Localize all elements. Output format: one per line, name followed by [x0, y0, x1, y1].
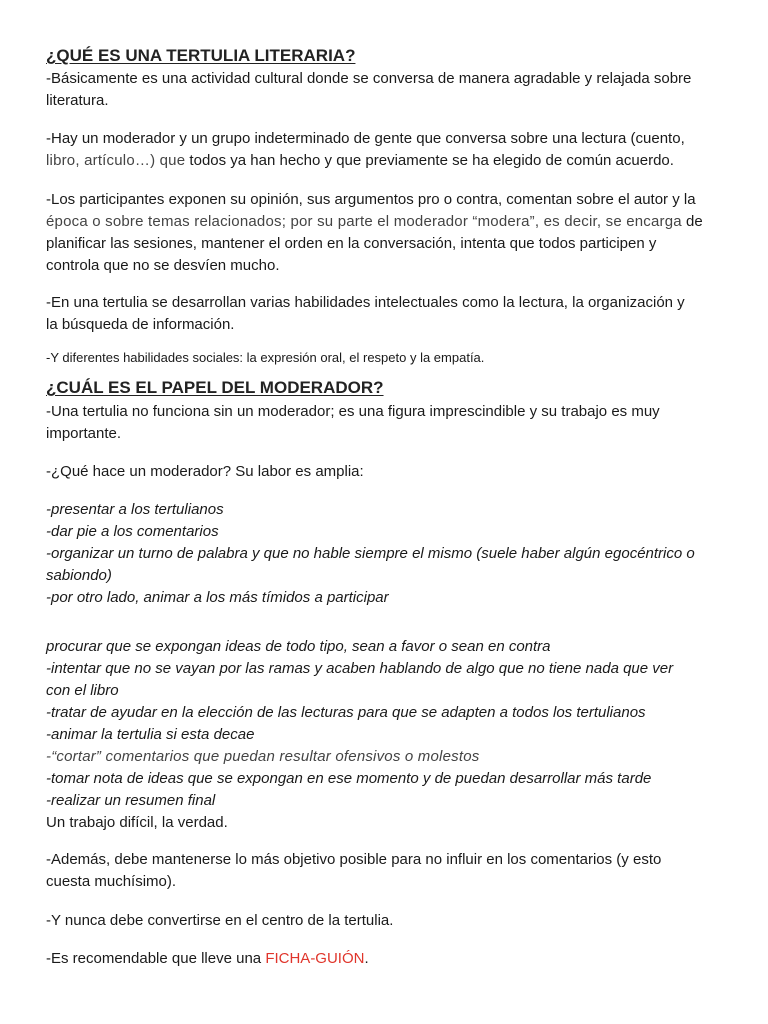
paragraph-what-does-moderator: -¿Qué hace un moderador? Su labor es amplia: — [46, 463, 364, 480]
list-item: sabiondo) — [46, 567, 112, 584]
list-item: -por otro lado, animar a los más tímidos a participar — [46, 589, 389, 606]
paragraph-objective-line-2: cuesta muchísimo). — [46, 873, 177, 890]
paragraph-objective-line-1: -Además, debe mantenerse lo más objetivo posible para no influir en los comentarios (y esto — [46, 851, 662, 868]
list-item: -intentar que no se vayan por las ramas y acaben hablando de algo que no tiene nada que ver — [46, 660, 674, 677]
list-item: -organizar un turno de palabra y que no hable siempre el mismo (suele haber algún egocéntrico o — [46, 545, 695, 562]
paragraph-definition-line-1: -Básicamente es una actividad cultural donde se conversa de manera agradable y relajada sobre — [46, 70, 692, 87]
list-item: procurar que se expongan ideas de todo tipo, sean a favor o sean en contra — [46, 638, 551, 655]
list-item: -realizar un resumen final — [46, 792, 216, 809]
paragraph-moderator-needed-line-2: importante. — [46, 425, 122, 442]
paragraph-moderator-needed-line-1: -Una tertulia no funciona sin un moderador; es una figura imprescindible y su trabajo es muy — [46, 403, 660, 420]
paragraph-participants-line-4: controla que no se desvíen mucho. — [46, 257, 280, 274]
list-item: -dar pie a los comentarios — [46, 523, 219, 540]
recommendation-suffix: . — [364, 950, 369, 967]
paragraph-participants-de-text: de — [681, 213, 703, 230]
list-item: con el libro — [46, 682, 119, 699]
paragraph-skills-line-2: la búsqueda de información. — [46, 316, 235, 333]
paragraph-not-center: -Y nunca debe convertirse en el centro de la tertulia. — [46, 912, 394, 929]
paragraph-difficult-job: Un trabajo difícil, la verdad. — [46, 814, 228, 831]
paragraph-moderator-line-2 — [46, 150, 674, 172]
list-item: -animar la tertulia si esta decae — [46, 726, 255, 743]
paragraph-participants-line-1: -Los participantes exponen su opinión, sus argumentos pro o contra, comentan sobre el autor y la — [46, 191, 696, 208]
paragraph-moderator-light-text: libro, artículo…) que — [46, 152, 186, 169]
paragraph-participants-line-3: planificar las sesiones, mantener el orden en la conversación, intenta que todos participen y — [46, 235, 657, 252]
list-item: -tomar nota de ideas que se expongan en ese momento y de puedan desarrollar más tarde — [46, 770, 652, 787]
paragraph-definition-line-2: literatura. — [46, 92, 109, 109]
list-item: -presentar a los tertulianos — [46, 501, 224, 518]
paragraph-moderator-line-1: -Hay un moderador y un grupo indeterminado de gente que conversa sobre una lectura (cuento, — [46, 130, 685, 147]
heading-what-is-tertulia: ¿QUÉ ES UNA TERTULIA LITERARIA? — [46, 46, 356, 65]
paragraph-skills-line-1: -En una tertulia se desarrollan varias habilidades intelectuales como la lectura, la organización y — [46, 294, 685, 311]
paragraph-participants-line-2 — [46, 211, 703, 233]
paragraph-participants-light-text: época o sobre temas relacionados; por su parte el moderador “modera”, es decir, se encarga — [46, 213, 682, 230]
list-item: -“cortar” comentarios que puedan resultar ofensivos o molestos — [46, 748, 480, 765]
paragraph-recommendation — [46, 948, 369, 970]
recommendation-prefix: -Es recomendable que lleve una — [46, 950, 266, 967]
ficha-guion-link[interactable]: FICHA-GUIÓN — [265, 950, 365, 967]
list-item: -tratar de ayudar en la elección de las lecturas para que se adapten a todos los tertulianos — [46, 704, 646, 721]
heading-moderator-role: ¿CUÁL ES EL PAPEL DEL MODERADOR? — [46, 378, 384, 397]
paragraph-social-skills: -Y diferentes habilidades sociales: la expresión oral, el respeto y la empatía. — [46, 350, 485, 365]
paragraph-moderator-rest-text: todos ya han hecho y que previamente se ha elegido de común acuerdo. — [185, 152, 674, 169]
